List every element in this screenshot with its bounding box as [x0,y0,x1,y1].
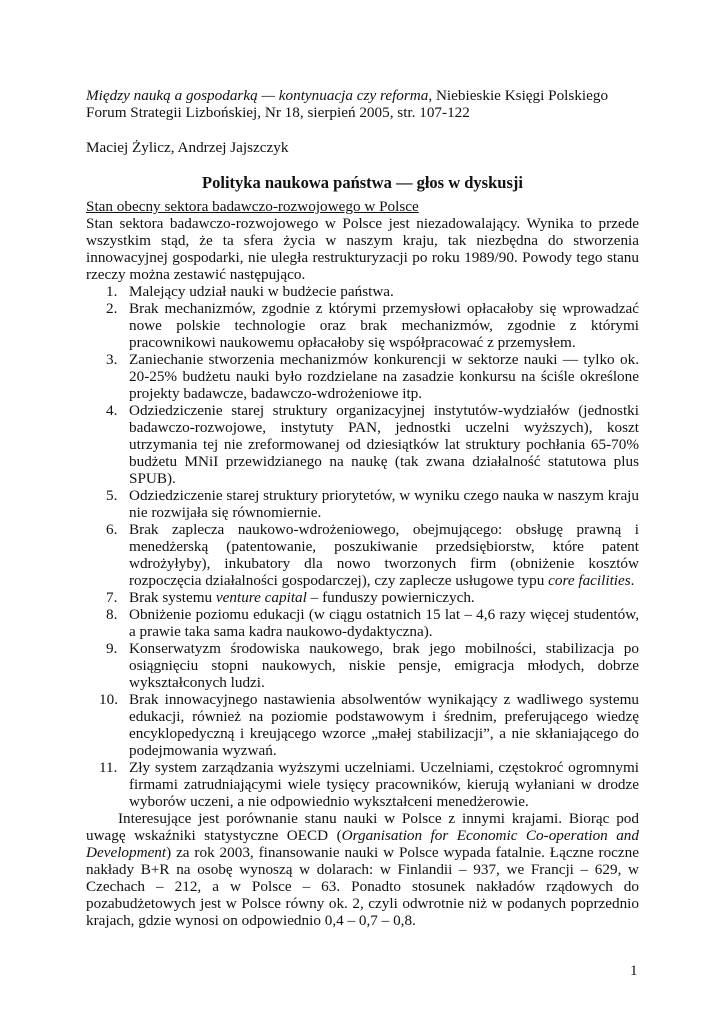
list-item-text: Odziedziczenie starej struktury priorytetów, w wyniku czego nauka w naszym kraju nie rozwijała się równomiernie. [129,487,639,521]
list-item [86,691,639,759]
page-number: 1 [630,962,638,979]
list-item-number: 6. [106,521,118,538]
list-item-number: 11. [99,759,118,776]
list-item-text-end: . [630,572,635,589]
list-item-number: 7. [106,589,118,606]
list-item-text: Brak systemu [129,589,216,606]
list-item-text: Brak innowacyjnego nastawienia absolwentów wynikający z wadliwego systemu edukacji, również na poziomie podstawowym i średnim, preferującego wiedzę encyklopedyczną i kreującego wzorce „małej stabilizacji”, a nie skłaniającego do podejmowania wyzwań. [129,691,639,759]
list-item-text: Konserwatyzm środowiska naukowego, brak jego mobilności, stabilizacja po osiągnięciu stopni naukowych, niskie pensje, emigracja młodych, dobrze wykształconych ludzi. [129,640,639,691]
citation [86,87,639,121]
list-item-number: 2. [106,300,118,317]
section-title: Stan obecny sektora badawczo-rozwojowego w Polsce [86,198,419,215]
closing-text-start: Interesujące jest porównanie stanu nauki w Polsce z innymi krajami. Biorąc pod uwagę wskaźniki statystyczne OECD ( [86,810,639,844]
list-item-text: Malejący udział nauki w budżecie państwa. [129,283,394,300]
page-content [86,87,639,929]
list-item-number: 3. [106,351,118,368]
list-item-number: 10. [99,691,118,708]
list-item-text: Odziedziczenie starej struktury organizacyjnej instytutów-wydziałów (jednostki badawczo-rozwojowe, instytuty PAN, jednostki uczelni wyższych), koszt utrzymania tej nie zreformowanej od dziesiątków lat struktury pochłania 65-70% budżetu MNiI przewidzianego na naukę (tak zwana działalność statutowa plus SPUB). [129,402,639,487]
authors: Maciej Żylicz, Andrzej Jajszczyk [86,139,289,156]
list-item [86,402,639,487]
list-item [86,759,639,810]
citation-title: Między nauką a gospodarką — kontynuacja czy reforma [86,87,429,104]
list-item-number: 4. [106,402,118,419]
list-item-italic: venture capital [215,589,307,606]
list-item-italic: core facilities [548,572,631,589]
list-item [86,640,639,691]
list-item-text: Brak mechanizmów, zgodnie z którymi przemysłowi opłacałoby się wprowadzać nowe polskie technologie oraz brak mechanizmów, zgodnie z którymi pracownikowi naukowemu opłacałoby się współpracować z przemysłem. [129,300,639,351]
list-item-text-end: – funduszy powierniczych. [306,589,475,606]
list-item-number: 9. [106,640,118,657]
list-item-number: 8. [106,606,118,623]
document-title: Polityka naukowa państwa — głos w dyskusji [202,173,523,192]
list-item [86,589,639,606]
list-item-number: 5. [106,487,118,504]
list-item [86,606,639,640]
list-item [86,351,639,402]
closing-paragraph [86,810,639,929]
list-item-text: Brak zaplecza naukowo-wdrożeniowego, obejmującego: obsługę prawną i menedżerską (patentowanie, poszukiwanie przedsiębiorstw, które patent wdrożyłyby), inkubatory dla nowo tworzonych firm (obniżenie kosztów rozpoczęcia działalności gospodarczej), czy zaplecze usługowe typu [129,521,639,589]
list-item-number: 1. [106,283,118,300]
intro-paragraph: Stan sektora badawczo-rozwojowego w Polsce jest niezadowalający. Wynika to przede wszystkim stąd, że ta sfera życia w naszym kraju, tak niezbędna do stworzenia innowacyjnej gospodarki, nie uległa restrukturyzacji po roku 1989/90. Powody tego stanu rzeczy można zestawić następująco. [86,215,639,283]
list-item-text: Obniżenie poziomu edukacji (w ciągu ostatnich 15 lat – 4,6 razy więcej studentów, a prawie taka sama kadra naukowo-dydaktyczna). [129,606,639,640]
list-item [86,487,639,521]
citation-source: , Niebieskie Księgi Polskiego Forum Strategii Lizbońskiej, Nr 18, sierpień 2005, str. 107-122 [86,87,609,121]
list-item [86,300,639,351]
list-item-text: Zły system zarządzania wyższymi uczelniami. Uczelniami, częstokroć ogromnymi firmami zatrudniającymi wiele tysięcy pracowników, kierują wyłaniani w drodze wyborów uczeni, a nie odpowiednio wykształceni menedżerowie. [129,759,639,810]
closing-text-end: ) za rok 2003, finansowanie nauki w Polsce wypada fatalnie. Łączne roczne nakłady B+R na osobę wynoszą w dolarach: w Finlandii – 937, we Francji – 629, w Czechach – 212, a w Polsce – 63. Ponadto stosunek nakładów rządowych do pozabudżetowych jest w Polsce równy ok. 2, czyli odwrotnie niż w podanych poprzednio krajach, gdzie wynosi on odpowiednio 0,4 – 0,7 – 0,8. [86,844,639,929]
reasons-list [86,283,639,810]
closing-italic: Organisation for Economic Co-operation and Development [86,827,639,861]
list-item [86,283,639,300]
list-item-text: Zaniechanie stworzenia mechanizmów konkurencji w sektorze nauki — tylko ok. 20-25% budżetu nauki było rozdzielane na zasadzie konkursu na ściśle określone projekty badawcze, badawczo-wdrożeniowe itp. [129,351,639,402]
list-item [86,521,639,589]
